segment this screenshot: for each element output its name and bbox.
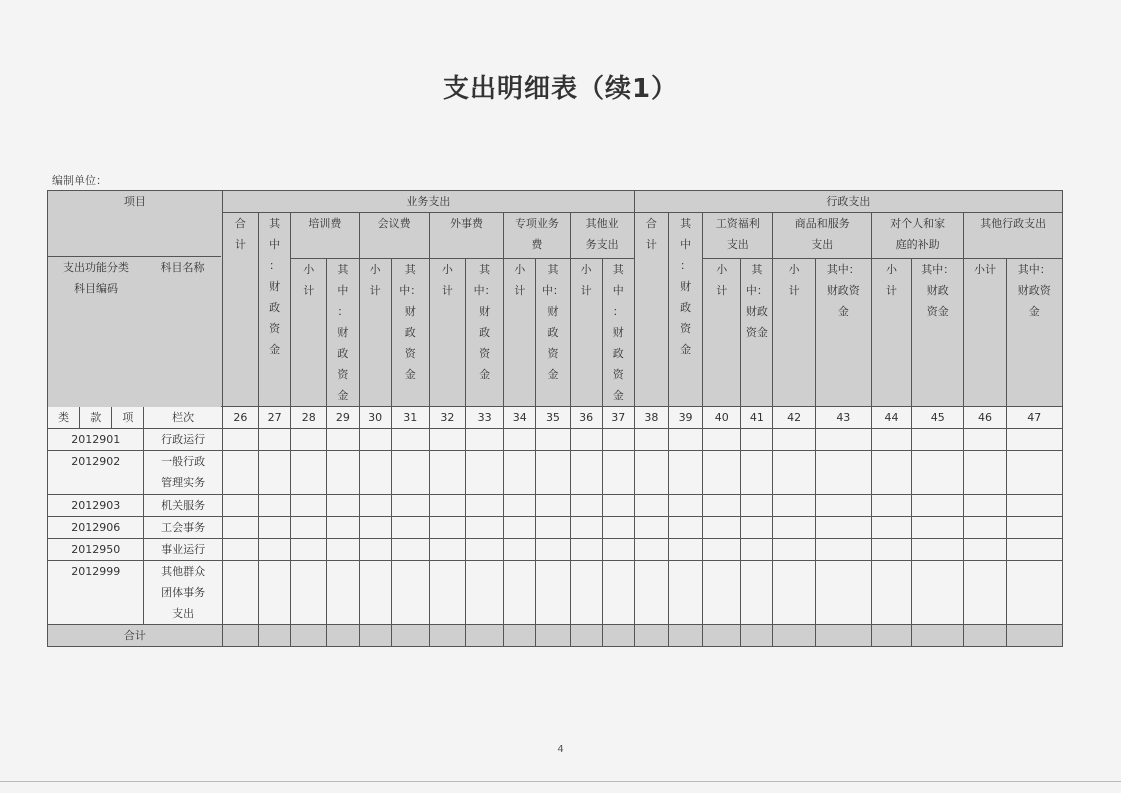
row-name: 工会事务	[144, 517, 222, 539]
col-num: 31	[391, 407, 429, 429]
sub-training-fin: 其 中 ： 财 政 资 金	[327, 259, 359, 407]
row-code: 2012902	[48, 451, 144, 495]
column-number-row	[48, 407, 1063, 429]
header-total-biz: 合 计	[222, 213, 258, 407]
col-num: 36	[570, 407, 602, 429]
table-row	[48, 561, 1063, 625]
row-name: 机关服务	[144, 495, 222, 517]
unit-label: 编制单位：	[52, 174, 107, 187]
sub-wages-subtotal: 小 计	[703, 259, 741, 407]
col-num: 27	[259, 407, 291, 429]
col-num: 26	[222, 407, 258, 429]
header-total-admin: 合 计	[634, 213, 668, 407]
sub-training-subtotal: 小 计	[291, 259, 327, 407]
col-num: 41	[741, 407, 773, 429]
header-lanci: 栏次	[144, 407, 222, 429]
row-name: 行政运行	[144, 429, 222, 451]
col-num: 40	[703, 407, 741, 429]
row-name: 一般行政 管理实务	[144, 451, 222, 495]
col-num: 35	[536, 407, 570, 429]
col-num: 45	[912, 407, 964, 429]
table-row	[48, 539, 1063, 561]
col-num: 28	[291, 407, 327, 429]
row-code: 2012901	[48, 429, 144, 451]
col-num: 42	[773, 407, 815, 429]
page-title: 支出明细表（续1）	[442, 74, 679, 104]
sub-subsidy-subtotal: 小 计	[871, 259, 911, 407]
col-num: 38	[634, 407, 668, 429]
header-goods: 商品和服务 支出	[773, 213, 871, 259]
col-num: 37	[602, 407, 634, 429]
sub-goods-fin: 其中： 财政资 金	[815, 259, 871, 407]
table-row	[48, 429, 1063, 451]
page-number: 4	[557, 744, 564, 755]
sub-meeting-fin: 其 中： 财 政 资 金	[391, 259, 429, 407]
header-admin-expense: 行政支出	[634, 191, 1062, 213]
sub-otherbiz-fin: 其 中 ： 财 政 资 金	[602, 259, 634, 407]
total-label: 合计	[48, 625, 223, 647]
header-fin-biz: 其 中 ： 财 政 资 金	[259, 213, 291, 407]
col-num: 47	[1006, 407, 1062, 429]
row-code: 2012906	[48, 517, 144, 539]
sub-special-subtotal: 小 计	[504, 259, 536, 407]
header-kuan: 款	[80, 407, 112, 429]
sub-wages-fin: 其 中： 财政资金	[741, 259, 773, 407]
sub-subsidy-fin: 其中： 财政 资金	[912, 259, 964, 407]
header-subject-name: 科目名称	[144, 256, 221, 407]
header-item: 项目	[48, 191, 223, 407]
header-lei: 类	[48, 407, 80, 429]
col-num: 34	[504, 407, 536, 429]
total-row	[48, 625, 1063, 647]
header-other-admin: 其他行政支出	[964, 213, 1063, 259]
sub-special-fin: 其 中： 财 政 资 金	[536, 259, 570, 407]
header-subsidy: 对个人和家 庭的补助	[871, 213, 963, 259]
bottom-divider	[0, 781, 1121, 782]
row-name: 其他群众 团体事务 支出	[144, 561, 222, 625]
header-business-expense: 业务支出	[222, 191, 634, 213]
header-fin-admin: 其 中 ： 财 政 资 金	[668, 213, 702, 407]
row-code: 2012950	[48, 539, 144, 561]
col-num: 44	[871, 407, 911, 429]
header-foreign: 外事费	[429, 213, 503, 259]
table-row	[48, 451, 1063, 495]
header-wages: 工资福利 支出	[703, 213, 773, 259]
sub-otheradmin-subtotal: 小计	[964, 259, 1006, 407]
row-code: 2012903	[48, 495, 144, 517]
col-num: 46	[964, 407, 1006, 429]
sub-goods-subtotal: 小 计	[773, 259, 815, 407]
sub-otheradmin-fin: 其中： 财政资 金	[1006, 259, 1062, 407]
sub-foreign-fin: 其 中： 财 政 资 金	[466, 259, 504, 407]
header-special: 专项业务 费	[504, 213, 570, 259]
col-num: 30	[359, 407, 391, 429]
col-num: 29	[327, 407, 359, 429]
col-num: 32	[429, 407, 465, 429]
table-row	[48, 517, 1063, 539]
header-training: 培训费	[291, 213, 359, 259]
col-num: 33	[466, 407, 504, 429]
row-code: 2012999	[48, 561, 144, 625]
header-meeting: 会议费	[359, 213, 429, 259]
sub-otherbiz-subtotal: 小 计	[570, 259, 602, 407]
sub-foreign-subtotal: 小 计	[429, 259, 465, 407]
header-func-code: 支出功能分类 科目编码	[48, 256, 145, 407]
table-row	[48, 495, 1063, 517]
header-other-biz: 其他业 务支出	[570, 213, 634, 259]
row-name: 事业运行	[144, 539, 222, 561]
col-num: 39	[668, 407, 702, 429]
header-xiang: 项	[112, 407, 144, 429]
col-num: 43	[815, 407, 871, 429]
sub-meeting-subtotal: 小 计	[359, 259, 391, 407]
